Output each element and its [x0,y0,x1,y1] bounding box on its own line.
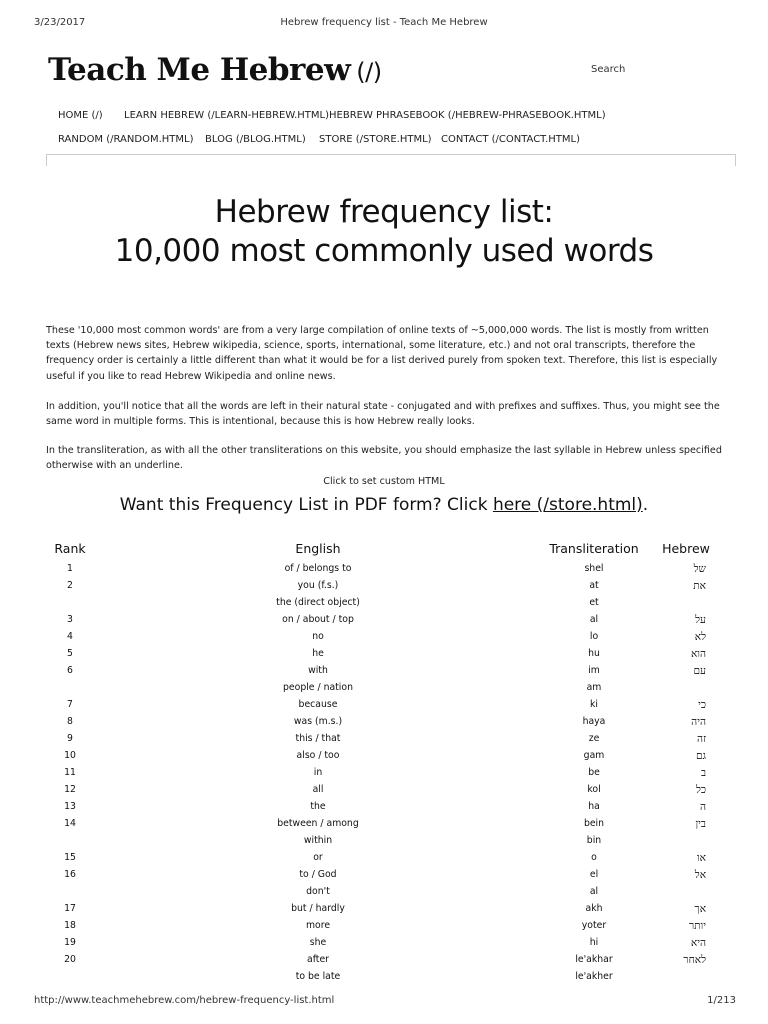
english-cell: was (m.s.) [293,716,343,727]
table-row [46,917,726,934]
english-cell: of / belongs to [284,563,352,574]
rank-cell: 6 [67,665,73,676]
transliteration-cell: o [591,852,597,863]
transliteration-cell: le'akhar [575,954,613,965]
english-cell: also / too [296,750,340,761]
english-cell: she [309,937,327,948]
hebrew-cell: לאחר [683,953,706,966]
table-row [46,764,726,781]
table-row [46,662,726,679]
transliteration-cell: el [589,869,599,880]
table-row [46,628,726,645]
table-row [46,611,726,628]
table-row [46,560,726,577]
transliteration-paragraph: In the transliteration, as with all the other transliterations on this website, you should emphasize the last syllable in Hebrew unless specified otherwise with an underline. [46,445,722,472]
table-row [46,747,726,764]
nav-random[interactable]: RANDOM (/RANDOM.HTML) [58,134,194,145]
english-cell: no [312,631,324,642]
transliteration-cell: lo [589,631,599,642]
table-row [46,866,726,883]
site-logo[interactable] [48,52,382,88]
transliteration-cell: al [589,886,599,897]
table-row [46,798,726,815]
hebrew-cell: עם [693,664,706,677]
rank-cell: 11 [64,767,76,778]
english-cell: all [312,784,324,795]
transliteration-cell: al [589,614,599,625]
rank-cell: 14 [64,818,76,829]
hebrew-cell: היה [691,715,706,728]
table-row [46,968,726,985]
transliteration-cell: ki [590,699,598,710]
english-cell: within [303,835,333,846]
rank-cell: 13 [64,801,76,812]
hebrew-cell [646,968,726,985]
rank-cell: 1 [67,563,73,574]
transliteration-cell: shel [584,563,604,574]
table-row [46,696,726,713]
table-row [46,679,726,696]
table-row [46,900,726,917]
hebrew-cell: ב [700,766,706,779]
pdf-offer-text: Want this Frequency List in PDF form? Click [119,495,493,515]
hebrew-cell: היא [690,936,706,949]
header-transliteration: Transliteration [549,540,639,556]
transliteration-cell: bin [586,835,602,846]
page-title [0,193,768,271]
transliteration-cell: gam [583,750,605,761]
hebrew-cell: יותר [688,919,706,932]
rank-cell: 12 [64,784,76,795]
transliteration-cell: bein [583,818,605,829]
search-link[interactable]: Search [591,64,626,75]
english-cell: between / among [277,818,359,829]
nav-home[interactable]: HOME (/) [58,110,103,121]
table-row [46,883,726,900]
custom-html-note: Click to set custom HTML [323,476,445,487]
forms-paragraph: In addition, you'll notice that all the words are left in their natural state - conjugated and with prefixes and suffixes. Thus, you might see the same word in multiple forms. This is intentional, because this is how Hebrew really looks. [46,401,720,428]
pdf-offer [0,495,768,515]
rank-cell [46,968,94,985]
hebrew-cell: או [697,851,706,864]
rank-cell: 8 [67,716,73,727]
hebrew-cell: זה [697,732,706,745]
store-link[interactable]: here (/store.html) [492,495,643,515]
print-date: 3/23/2017 [34,17,86,28]
rank-cell: 5 [67,648,73,659]
english-cell: with [308,665,328,676]
english-cell: he [312,648,324,659]
english-cell: you (f.s.) [297,580,339,591]
rank-cell: 4 [67,631,73,642]
english-cell: on / about / top [282,614,354,625]
intro-paragraph: These '10,000 most common words' are from a very large compilation of online texts of ~5,000,000 words. The list is mostly from written texts (Hebrew news sites, Hebrew wikipedia, science, sports, international, some literature, etc.) and not oral transcripts, therefore the frequency order is certainly a little different than what it would be for a list derived purely from spoken text. Therefore, this list is especially useful if you like to read Hebrew Wikipedia and online news. [46,325,718,382]
rank-cell: 3 [67,614,73,625]
transliteration-cell: hu [588,648,600,659]
print-page-title: Hebrew frequency list - Teach Me Hebrew [280,17,488,28]
hebrew-cell [646,679,726,696]
rank-cell: 17 [64,903,76,914]
english-cell: the [310,801,326,812]
nav-hebrew-phrasebook[interactable]: HEBREW PHRASEBOOK (/HEBREW-PHRASEBOOK.HTML) [329,110,606,121]
transliteration-cell: akh [585,903,603,914]
header-english: English [295,540,341,556]
transliteration-cell: be [588,767,600,778]
hebrew-cell [646,832,726,849]
transliteration-cell: yoter [581,920,607,931]
hebrew-cell: ה [699,800,706,813]
hebrew-cell: על [695,613,706,626]
transliteration-cell: am [586,682,602,693]
hebrew-cell: את [693,579,706,592]
table-row [46,713,726,730]
english-cell: this / that [295,733,341,744]
page-title-line-2: 10,000 most commonly used words [114,233,654,269]
rank-cell: 10 [64,750,76,761]
transliteration-cell: ze [588,733,600,744]
rank-cell: 15 [64,852,76,863]
hebrew-cell: לא [694,630,706,643]
transliteration-cell: le'akher [575,971,613,982]
english-cell: in [313,767,323,778]
rank-cell [46,883,94,900]
hebrew-cell [646,594,726,611]
rank-cell: 19 [64,937,76,948]
frequency-table [46,536,726,985]
hebrew-cell: בין [695,817,706,830]
table-row [46,730,726,747]
rank-cell: 9 [67,733,73,744]
table-row [46,577,726,594]
nav-blog[interactable]: BLOG (/BLOG.HTML) [205,134,306,145]
rank-cell: 16 [64,869,76,880]
rank-cell [46,832,94,849]
english-cell: the (direct object) [276,597,360,608]
english-cell: or [313,852,323,863]
english-cell: to / God [299,869,337,880]
transliteration-cell: kol [587,784,601,795]
english-cell: people / nation [283,682,353,693]
pdf-offer-end: . [642,495,649,515]
site-logo-text[interactable]: Teach Me Hebrew [48,52,351,88]
table-row [46,594,726,611]
transliteration-cell: haya [582,716,606,727]
table-row [46,832,726,849]
rank-cell: 2 [67,580,73,591]
rank-cell [46,679,94,696]
english-cell: but / hardly [291,903,345,914]
nav-divider [46,154,736,166]
hebrew-cell: אך [694,902,706,915]
rank-cell: 20 [64,954,76,965]
hebrew-cell: הוא [690,647,706,660]
table-row [46,849,726,866]
transliteration-cell: et [589,597,599,608]
table-row [46,951,726,968]
table-row [46,934,726,951]
hebrew-cell: של [693,562,706,575]
rank-cell: 7 [67,699,73,710]
nav-store[interactable]: STORE (/STORE.HTML) [319,134,432,145]
hebrew-cell: כי [698,698,706,711]
hebrew-cell: גם [695,749,706,762]
page-title-line-1: Hebrew frequency list: [214,194,554,230]
table-row [46,645,726,662]
site-logo-link[interactable]: (/) [356,58,382,86]
transliteration-cell: hi [589,937,599,948]
print-page-number: 1/213 [707,995,736,1006]
header-hebrew: Hebrew [662,540,710,556]
nav-learn-hebrew[interactable]: LEARN HEBREW (/LEARN-HEBREW.HTML) [124,110,330,121]
table-row [46,815,726,832]
transliteration-cell: im [588,665,600,676]
rank-cell: 18 [64,920,76,931]
table-row [46,781,726,798]
english-cell: to be late [295,971,341,982]
hebrew-cell: כל [695,783,706,796]
english-cell: more [305,920,331,931]
hebrew-cell [646,883,726,900]
table-body [46,560,726,985]
english-cell: after [307,954,329,965]
header-rank: Rank [54,540,86,556]
nav-contact[interactable]: CONTACT (/CONTACT.HTML) [441,134,581,145]
transliteration-cell: ha [588,801,600,812]
english-cell: because [298,699,338,710]
print-url: http://www.teachmehebrew.com/hebrew-frequency-list.html [34,995,335,1006]
english-cell: don't [306,886,330,897]
transliteration-cell: at [589,580,599,591]
table-header-row [46,536,726,560]
hebrew-cell: אל [694,868,706,881]
rank-cell [46,594,94,611]
